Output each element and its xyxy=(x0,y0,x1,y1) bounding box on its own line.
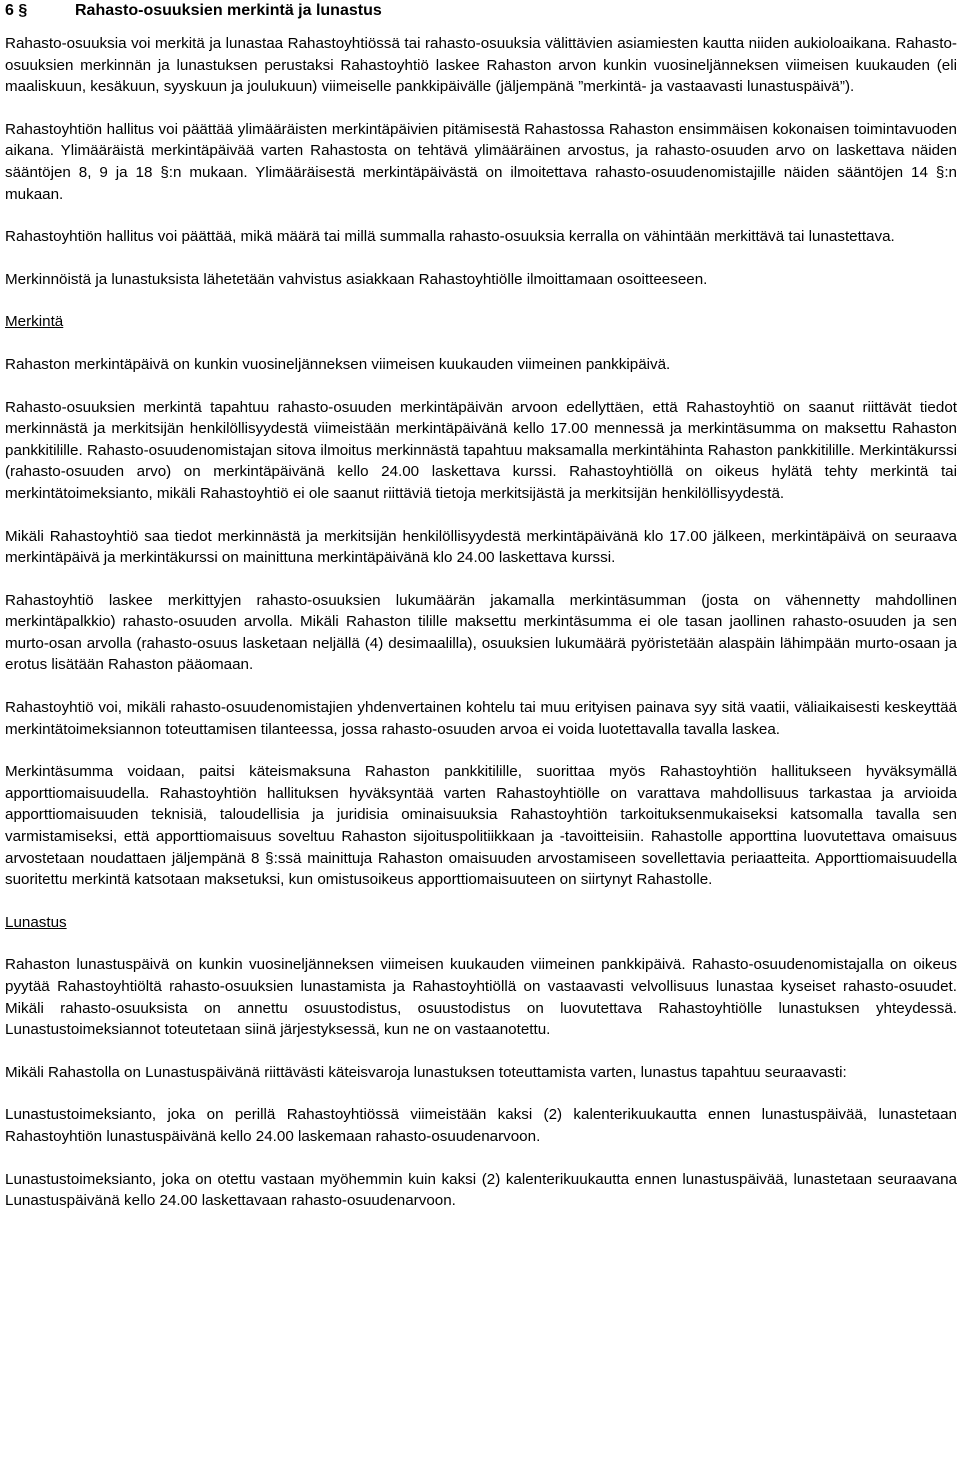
merkinta-paragraph: Rahasto-osuuksien merkintä tapahtuu rahasto-osuuden merkintäpäivän arvoon edellyttäen, että Rahastoyhtiö on saanut riittävät tiedot merkinnästä ja merkitsijän henkilöllisyydestä viimeistään merkintäpäivänä kello 17.00 mennessä ja merkintäsumma on maksettu Rahaston pankkitilille. Rahasto-osuudenomistajan sitova ilmoitus merkinnästä tapahtuu maksamalla merkintähinta Rahaston pankkitilille. Merkintäkurssi (rahasto-osuuden arvo) on merkintäpäivänä kello 24.00 laskettava kurssi. Rahastoyhtiöllä on oikeus hylätä tehty merkintä tai merkintätoimeksianto, mikäli Rahastoyhtiö ei ole saanut riittäviä tietoja merkitsijästä ja merkitsijän henkilöllisyydestä. xyxy=(5,398,957,502)
merkinta-paragraph: Merkintäsumma voidaan, paitsi käteismaksuna Rahaston pankkitilille, suorittaa myös Rahastoyhtiön hallitukseen hyväksymällä apporttiomaisuudella. Rahastoyhtiön hallituksen hyväksyntää varten Rahastoyhtiölle on varattava mahdollisuus tarkastaa ja arvioida apporttiomaisuuden teknisiä, taloudellisia ja juridisia ominaisuuksia Rahastoyhtiön tarkoituksenmukaiseksi katsomalla tavalla sen varmistamiseksi, että apporttiomaisuus soveltuu Rahaston sijoituspolitiikkaan ja -tavoitteisiin. Rahastolle apporttina luovutettava omaisuus arvostetaan noudattaen jäljempänä 8 §:ssä mainittuja Rahaston omaisuuden arvostamiseen sovellettavia periaatteita. Apporttiomaisuudella suoritettu merkintä katsotaan maksetuksi, kun omistusoikeus apporttiomaisuuteen on siirtynyt Rahastolle. xyxy=(5,763,957,889)
intro-paragraph: Rahasto-osuuksia voi merkitä ja lunastaa Rahastoyhtiössä tai rahasto-osuuksia välittävien asiamiesten kautta niiden aukioloaikana. Rahasto-osuuksien merkinnän ja lunastuksen perustaksi Rahastoyhtiö laskee Rahaston arvon kunkin vuosineljänneksen viimeisen kuukauden (eli maaliskuun, kesäkuun, syyskuun ja joulukuun) viimeiselle pankkipäivälle (jäljempänä ”merkintä- ja vastaavasti lunastuspäivä”). xyxy=(5,35,957,96)
section-title: Rahasto-osuuksien merkintä ja lunastus xyxy=(75,2,382,19)
lunastus-paragraph: Lunastustoimeksianto, joka on perillä Rahastoyhtiössä viimeistään kaksi (2) kalenterikuukautta ennen lunastuspäivää, lunastetaan Rahastoyhtiön lunastuspäivänä kello 24.00 laskemaan rahasto-osuudenarvoon. xyxy=(5,1106,957,1145)
intro-paragraph: Rahastoyhtiön hallitus voi päättää ylimääräisten merkintäpäivien pitämisestä Rahastossa Rahaston ensimmäisen kokonaisen toimintavuoden aikana. Ylimääräistä merkintäpäivää varten Rahastosta on tehtävä ylimääräinen arvostus, ja rahasto-osuuden arvo on laskettava näiden sääntöjen 8, 9 ja 18 §:n mukaan. Ylimääräisestä merkintäpäivästä on ilmoitettava rahasto-osuudenomistajille näiden sääntöjen 14 §:n mukaan. xyxy=(5,120,957,203)
merkinta-paragraph: Rahastoyhtiö voi, mikäli rahasto-osuudenomistajien yhdenvertainen kohtelu tai muu erityisen painava syy sitä vaatii, väliaikaisesti keskeyttää merkintätoimeksiannon toteuttamisen tilanteessa, jossa rahasto-osuuden arvoa ei voida luotettavalla tavalla laskea. xyxy=(5,699,957,738)
merkinta-paragraph: Mikäli Rahastoyhtiö saa tiedot merkinnästä ja merkitsijän henkilöllisyydestä merkintäpäivänä klo 17.00 jälkeen, merkintäpäivä on seuraava merkintäpäivä ja merkintäkurssi on mainittuna merkintäpäivänä klo 24.00 laskettava kurssi. xyxy=(5,527,957,567)
intro-paragraph: Merkinnöistä ja lunastuksista lähetetään vahvistus asiakkaan Rahastoyhtiölle ilmoittamaan osoitteeseen. xyxy=(5,270,708,288)
lunastus-paragraph: Rahaston lunastuspäivä on kunkin vuosineljänneksen viimeisen kuukauden viimeinen pankkipäivä. Rahasto-osuudenomistajalla on oikeus pyytää Rahastoyhtiöltä rahasto-osuuksien lunastamista ja Rahastoyhtiöllä on vastaavasti velvollisuus lunastaa kyseiset rahasto-osuudet. Mikäli rahasto-osuuksista on annettu osuustodistus, osuustodistus on luovutettava Rahastoyhtiölle lunastuksen yhteydessä. Lunastustoimeksiannot toteutetaan siinä järjestyksessä, kun ne on vastaanotettu. xyxy=(5,956,957,1039)
section-number: 6 § xyxy=(5,2,28,19)
intro-paragraph: Rahastoyhtiön hallitus voi päättää, mikä määrä tai millä summalla rahasto-osuuksia kerralla on vähintään merkittävä tai lunastettava. xyxy=(5,228,895,246)
document-page xyxy=(5,0,957,1212)
lunastus-paragraph: Lunastustoimeksianto, joka on otettu vastaan myöhemmin kuin kaksi (2) kalenterikuukautta ennen lunastuspäivää, lunastetaan seuraavana Lunastuspäivänä kello 24.00 laskettavaan rahasto-osuudenarvoon. xyxy=(5,1170,957,1210)
section-heading xyxy=(5,0,957,22)
lunastus-paragraph: Mikäli Rahastolla on Lunastuspäivänä riittävästi käteisvaroja lunastuksen toteuttamista varten, lunastus tapahtuu seuraavasti: xyxy=(5,1063,847,1081)
merkinta-paragraph: Rahastoyhtiö laskee merkittyjen rahasto-osuuksien lukumäärän jakamalla merkintäsumman (josta on vähennetty mahdollinen merkintäpalkkio) rahasto-osuuden arvolla. Mikäli Rahaston tilille maksettu merkintäsumma ei ole tasan jaollinen rahasto-osuuden ja sen murto-osan arvolla (rahasto-osuus lasketaan neljällä (4) desimaalilla), osuuksien lukumäärä pyöristetään alaspäin lähimpään murto-osaan ja erotus lisätään Rahaston pääomaan. xyxy=(5,591,957,674)
merkinta-heading: Merkintä xyxy=(5,313,64,331)
merkinta-paragraph: Rahaston merkintäpäivä on kunkin vuosineljänneksen viimeisen kuukauden viimeinen pankkipäivä. xyxy=(5,355,671,373)
lunastus-heading: Lunastus xyxy=(5,913,67,931)
